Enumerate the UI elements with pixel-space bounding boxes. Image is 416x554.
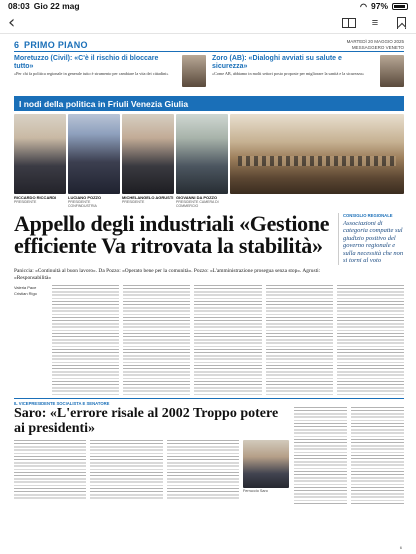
photo-strip — [14, 114, 404, 210]
teaser-left-text: «Per chi fa politica regionale in generale tutto è strumento per cambiare la vita dei cittadini» — [14, 71, 169, 77]
issue-paper: MESSAGGERO VENETO — [351, 44, 404, 50]
bottom-kicker: IL VICEPRESIDENTE SOCIALISTA E SENATORE — [14, 401, 110, 407]
text-column — [90, 440, 162, 500]
portrait-photo — [68, 114, 120, 194]
photo-caption-role: PRESIDENTE CAMERA DI COMMERCIO — [176, 200, 219, 208]
sidebar-text: Associazioni di categoria compatte sul giudizio positivo del governo regionale e sulla necessità che non si torni al voto — [343, 220, 404, 265]
status-time: 08:03 — [8, 1, 30, 11]
pages-icon[interactable] — [342, 16, 356, 30]
council-room-photo — [230, 114, 404, 194]
battery-icon — [392, 3, 408, 10]
section-number: 6 — [14, 39, 20, 50]
text-view-icon[interactable]: ≡ — [371, 16, 379, 29]
teaser-left[interactable] — [14, 55, 206, 93]
status-right — [360, 1, 408, 11]
teaser-right-text: «Come AB, abbiamo in molti settori posto proposte per migliorare la sanità e la sicurezza» — [212, 71, 364, 77]
text-column — [52, 285, 119, 395]
bottom-article-body — [14, 440, 289, 500]
page-number: 6 — [399, 545, 402, 550]
bottom-photo-caption: Ferruccio Saro — [242, 488, 268, 493]
issue-info — [347, 39, 404, 50]
portrait-photo — [243, 440, 289, 488]
teaser-right[interactable] — [212, 55, 404, 93]
photo-caption-name: GIOVANNI DA POZZO — [176, 195, 218, 200]
portrait-photo — [14, 114, 66, 194]
sidebar-box — [338, 213, 404, 265]
portrait-photo — [122, 114, 174, 194]
text-column — [14, 440, 86, 500]
status-bar — [0, 0, 416, 12]
section-name: PRIMO PIANO — [24, 39, 88, 50]
photo-card — [176, 114, 228, 210]
teaser-left-photo — [182, 55, 206, 87]
text-column — [266, 285, 333, 395]
main-headline[interactable]: Appello degli industriali «Gestione efficiente Va ritrovata la stabilità» — [14, 211, 330, 259]
byline: Valeria Pace Cristian Rigo — [14, 285, 37, 296]
subheadline: Paniccia: «Continuità al buon lavoro». Da Pozzo: «Operato bene per la comunità». Pozzo: «L'amministrazione prosegua senza stop». Agrusti: «Responsabilità» — [14, 267, 321, 281]
portrait-photo — [176, 114, 228, 194]
bottom-article-right — [294, 407, 404, 505]
band-title: I nodi della politica in Friuli Venezia Giulia — [19, 98, 189, 109]
newspaper-page[interactable] — [14, 38, 404, 550]
battery-percent: 97% — [370, 1, 388, 11]
text-column — [167, 440, 239, 500]
photo-caption-role: PRESIDENTE CONFINDUSTRIA — [68, 200, 97, 208]
section-band — [14, 96, 404, 111]
toolbar-actions — [342, 16, 408, 30]
text-column — [337, 285, 404, 395]
photo-card — [14, 114, 66, 210]
article-body — [14, 285, 404, 395]
divider — [14, 398, 404, 399]
bottom-photo — [243, 440, 289, 500]
chevron-left-icon[interactable]: ‹ — [8, 11, 16, 33]
photo-card — [122, 114, 174, 210]
text-column — [194, 285, 261, 395]
teaser-right-photo — [380, 55, 404, 87]
teaser-right-title: Zoro (AB): «Dialoghi avviati su salute e sicurezza» — [212, 55, 342, 70]
bottom-headline[interactable]: Saro: «L'errore risale al 2002 Troppo potere ai presidenti» — [14, 406, 279, 436]
bottom-article — [14, 407, 404, 505]
teaser-left-title: Moretuzzo (Civil): «C'è il rischio di bloccare tutto» — [14, 55, 159, 70]
photo-caption-name: MICHELANGELO AGRUSTI — [122, 195, 174, 200]
wifi-icon: ◠ — [360, 1, 367, 11]
text-column — [294, 407, 347, 505]
issue-date: MARTEDÌ 20 MAGGIO 2025 — [346, 39, 404, 45]
status-date: Gio 22 mag — [33, 1, 80, 11]
photo-caption-name: RICCARDO RICCARDI — [14, 195, 57, 200]
photo-caption-name: LUCIANO POZZO — [68, 195, 102, 200]
main-article-head — [14, 213, 404, 265]
photo-caption-role: PRESIDENTE — [14, 200, 37, 204]
teaser-row — [14, 55, 404, 93]
section-header — [14, 38, 404, 52]
text-column — [123, 285, 190, 395]
bookmark-icon[interactable] — [394, 16, 408, 30]
photo-card — [68, 114, 120, 210]
sidebar-title: CONSIGLIO REGIONALE — [343, 213, 393, 218]
headline-container — [14, 213, 332, 265]
photo-caption-role: PRESIDENTE — [122, 200, 145, 204]
reader-toolbar — [0, 12, 416, 34]
bottom-article-main — [14, 407, 289, 505]
text-column — [351, 407, 404, 505]
